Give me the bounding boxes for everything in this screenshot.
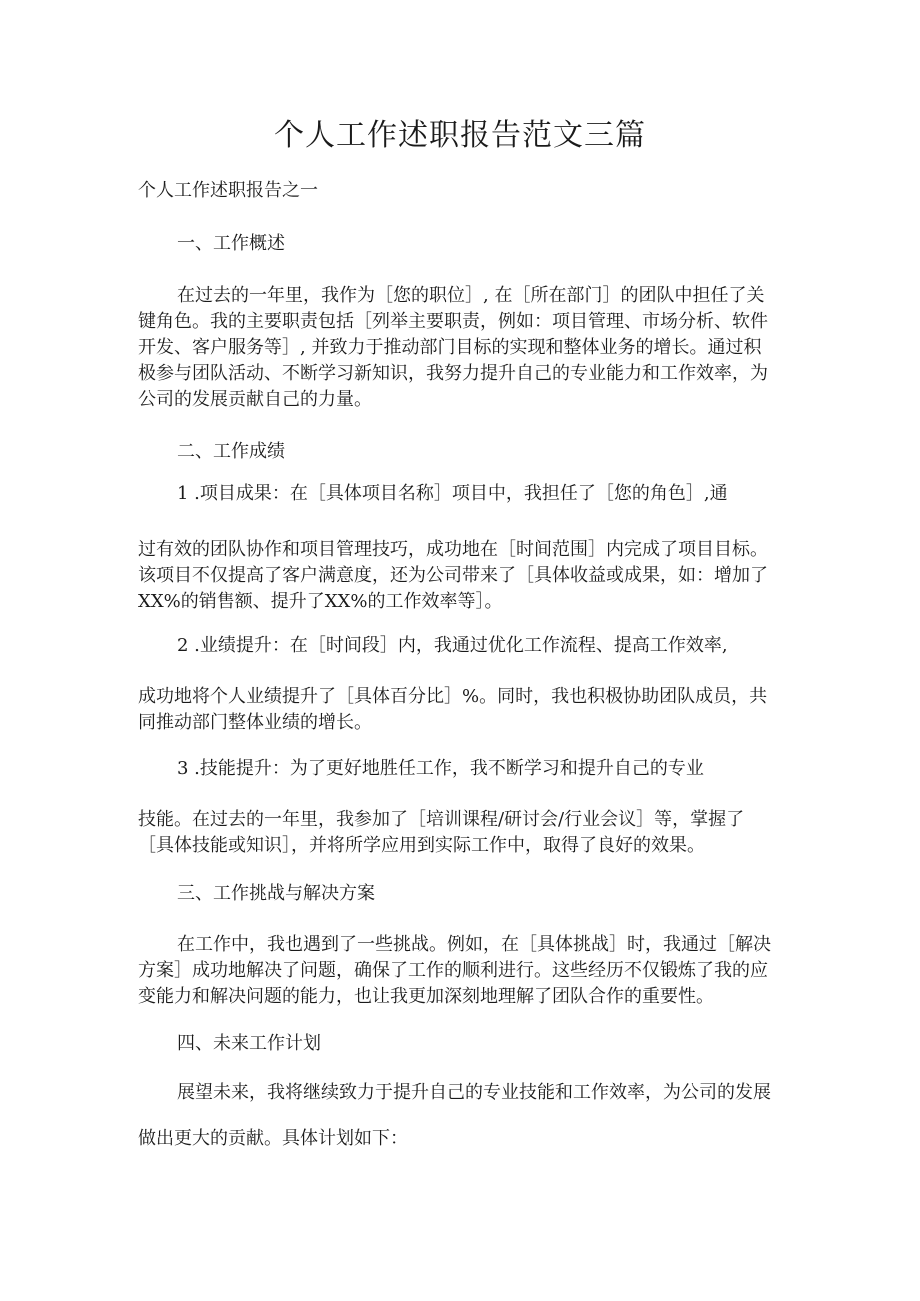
list-item-first-line: 1 .项目成果：在［具体项目名称］项目中，我担任了［您的角色］,通 bbox=[177, 483, 728, 504]
paragraph-line: 开发、客户服务等］, 并致力于推动部门目标的实现和整体业务的增长。通过积 bbox=[138, 337, 762, 358]
paragraph-line: 在过去的一年里，我作为［您的职位］, 在［所在部门］的团队中担任了关 bbox=[177, 285, 765, 306]
section-heading-achievements: 二、工作成绩 bbox=[177, 441, 285, 462]
paragraph-line: ［具体技能或知识］，并将所学应用到实际工作中，取得了良好的效果。 bbox=[138, 835, 705, 856]
list-item-first-line: 3 .技能提升：为了更好地胜任工作，我不断学习和提升自己的专业 bbox=[177, 758, 704, 779]
paragraph-line: 做出更大的贡献。具体计划如下： bbox=[138, 1128, 408, 1149]
paragraph-line: 过有效的团队协作和项目管理技巧，成功地在［时间范围］内完成了项目目标。 bbox=[138, 539, 768, 560]
section-heading-overview: 一、工作概述 bbox=[177, 233, 285, 254]
paragraph-line: 成功地将个人业绩提升了［具体百分比］%。同时，我也积极协助团队成员，共 bbox=[138, 686, 768, 707]
paragraph-line: 极参与团队活动、不断学习新知识，我努力提升自己的专业能力和工作效率，为 bbox=[138, 363, 768, 384]
paragraph-line: XX%的销售额、提升了XX%的工作效率等］。 bbox=[138, 591, 503, 612]
paragraph-line: 同推动部门整体业绩的增长。 bbox=[138, 712, 372, 733]
paragraph-line: 该项目不仅提高了客户满意度，还为公司带来了［具体收益或成果，如：增加了 bbox=[138, 565, 768, 586]
paragraph-line: 公司的发展贡献自己的力量。 bbox=[138, 389, 372, 410]
document-title: 个人工作述职报告范文三篇 bbox=[274, 118, 646, 153]
paragraph-line: 方案］成功地解决了问题，确保了工作的顺利进行。这些经历不仅锻炼了我的应 bbox=[138, 960, 768, 981]
report-subtitle: 个人工作述职报告之一 bbox=[138, 180, 318, 201]
paragraph-line: 在工作中，我也遇到了一些挑战。例如，在［具体挑战］时，我通过［解决 bbox=[177, 934, 771, 955]
paragraph-line: 展望未来，我将继续致力于提升自己的专业技能和工作效率，为公司的发展 bbox=[177, 1082, 771, 1103]
paragraph-line: 技能。在过去的一年里，我参加了［培训课程/研讨会/行业会议］等，掌握了 bbox=[138, 809, 745, 830]
list-item-first-line: 2 .业绩提升：在［时间段］内，我通过优化工作流程、提高工作效率, bbox=[177, 635, 728, 656]
paragraph-line: 键角色。我的主要职责包括［列举主要职责，例如：项目管理、市场分析、软件 bbox=[138, 311, 768, 332]
paragraph-line: 变能力和解决问题的能力，也让我更加深刻地理解了团队合作的重要性。 bbox=[138, 986, 714, 1007]
section-heading-future-plan: 四、未来工作计划 bbox=[177, 1033, 321, 1054]
section-heading-challenges: 三、工作挑战与解决方案 bbox=[177, 883, 375, 904]
